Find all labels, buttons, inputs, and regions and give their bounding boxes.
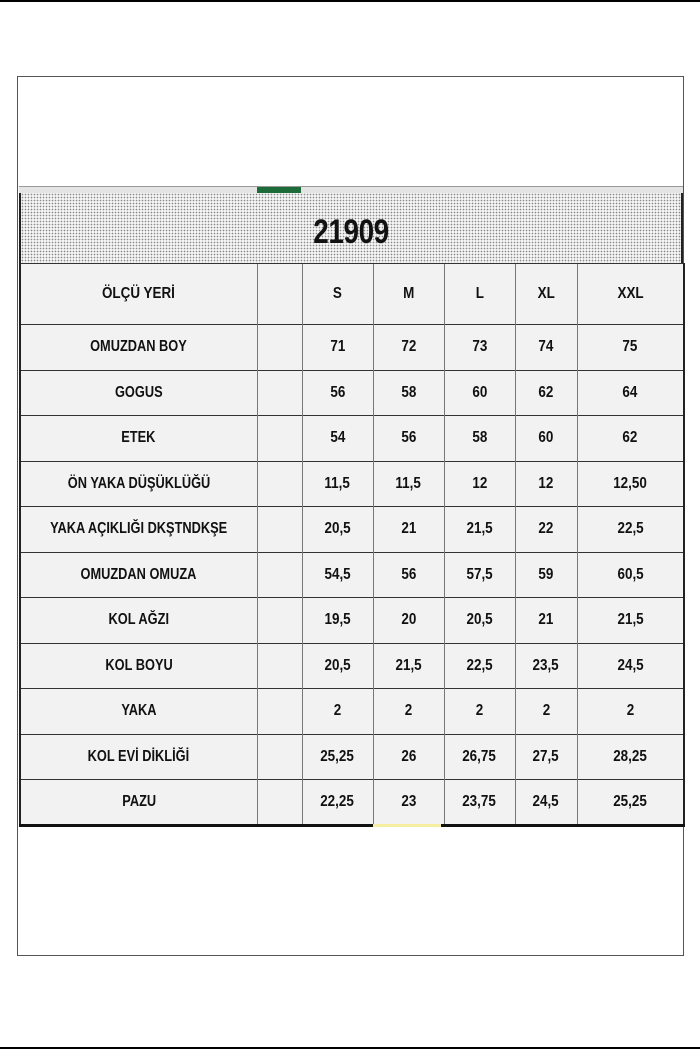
size-value: 62 [538,383,554,401]
size-value: 22,5 [466,656,493,674]
table-row [20,734,684,780]
size-value-cell [373,643,444,689]
measurement-label: ÖN YAKA DÜŞÜKLÜĞÜ [67,474,210,492]
size-value: 2 [333,702,342,720]
table-row [20,780,684,826]
size-value: 20,5 [466,611,493,629]
product-code-banner [19,193,683,263]
measurement-label-cell [20,689,257,735]
header-row [20,264,684,325]
column-header-measurement [20,264,257,325]
size-value: 2 [475,702,484,720]
blank-cell [257,734,302,780]
column-header-text: XXL [617,285,644,302]
table-row [20,689,684,735]
size-value-cell [577,370,684,416]
size-value-cell [577,461,684,507]
size-value-cell [577,325,684,371]
size-value: 27,5 [532,747,560,765]
measurement-label: YAKA [121,702,157,720]
size-value: 62 [622,429,638,447]
size-value: 75 [622,338,638,356]
size-value: 20,5 [324,656,351,674]
size-value: 21,5 [466,520,493,538]
size-value: 72 [401,338,416,356]
column-header-blank [257,264,302,325]
measurement-label: ETEK [121,429,156,447]
size-value-cell [577,643,684,689]
size-value-cell [577,507,684,553]
size-value-cell [515,416,577,462]
size-value: 54 [330,429,345,447]
size-chart-table [19,263,685,827]
size-value-cell [373,461,444,507]
table-row [20,325,684,371]
size-value: 2 [542,702,550,720]
size-value-cell [515,689,577,735]
size-value-cell [444,598,515,644]
size-value-cell [444,552,515,598]
size-value: 23 [401,792,416,810]
size-value-cell [515,552,577,598]
size-value-cell [515,643,577,689]
blank-cell [257,552,302,598]
size-value-cell [373,325,444,371]
size-value-cell [302,552,373,598]
size-value-cell [302,598,373,644]
size-value: 21,5 [395,656,422,674]
measurement-label-cell [20,734,257,780]
size-value: 56 [401,565,416,583]
size-value-cell [444,780,515,826]
measurement-label: YAKA AÇIKLIĞI DKŞTNDKŞE [50,520,228,538]
size-value-cell [373,734,444,780]
blank-cell [257,325,302,371]
size-value: 20,5 [324,520,351,538]
size-value-cell [577,416,684,462]
size-value-cell [373,780,444,826]
size-value-cell [373,370,444,416]
size-value-cell [373,552,444,598]
size-value-cell [577,598,684,644]
size-value-cell [515,370,577,416]
size-value: 73 [472,338,487,356]
size-value: 21 [401,520,416,538]
measurement-label-cell [20,461,257,507]
size-value: 2 [626,702,634,720]
blank-cell [257,643,302,689]
size-value-cell [373,416,444,462]
measurement-label-cell [20,370,257,416]
measurement-label-cell [20,780,257,826]
size-value-cell [577,734,684,780]
size-value: 54,5 [324,565,351,583]
size-value-cell [373,507,444,553]
size-value: 21 [538,611,554,629]
size-value: 11,5 [324,474,351,492]
table-row [20,598,684,644]
size-value-cell [577,552,684,598]
size-value-cell [444,461,515,507]
size-value-cell [302,780,373,826]
size-value-cell [444,689,515,735]
size-value: 24,5 [532,792,560,810]
measurement-label-cell [20,507,257,553]
table-row [20,643,684,689]
bottom-border-line [0,1047,700,1049]
size-value: 56 [401,429,416,447]
measurement-label: PAZU [121,792,156,810]
size-value-cell [515,734,577,780]
size-value: 23,5 [532,656,560,674]
column-header-size [577,264,684,325]
size-value: 2 [404,702,413,720]
size-value: 12 [538,474,554,492]
size-value: 58 [472,429,487,447]
size-value: 25,25 [320,747,355,765]
column-header-size [302,264,373,325]
size-value: 28,25 [613,747,648,765]
table-row [20,552,684,598]
table-row [20,461,684,507]
size-value: 56 [330,383,345,401]
size-value: 22,25 [320,792,355,810]
top-border-line [0,0,700,2]
blank-cell [257,461,302,507]
size-value: 22 [538,520,554,538]
column-header-size [373,264,444,325]
size-value: 26,75 [462,747,497,765]
yellow-cell-marker [373,824,441,827]
measurement-label-cell [20,643,257,689]
size-value-cell [577,780,684,826]
blank-cell [257,370,302,416]
column-header-text: XL [537,285,555,302]
measurement-label-cell [20,552,257,598]
size-value: 60 [472,383,487,401]
measurement-label-cell [20,325,257,371]
size-value: 11,5 [395,474,422,492]
size-value: 12,50 [613,474,648,492]
table-row [20,370,684,416]
size-value-cell [302,734,373,780]
size-value: 57,5 [466,565,493,583]
measurement-label: OMUZDAN BOY [90,338,188,356]
table-row [20,507,684,553]
size-value: 71 [330,338,345,356]
measurement-label-cell [20,416,257,462]
size-value: 60,5 [617,565,644,583]
column-header-text: L [475,285,484,302]
size-value: 26 [401,747,416,765]
size-value: 24,5 [617,656,644,674]
size-value-cell [302,370,373,416]
table-row [20,416,684,462]
size-value-cell [444,643,515,689]
measurement-label: KOL AĞZI [108,611,169,629]
size-value-cell [302,461,373,507]
size-value: 59 [538,565,554,583]
size-value-cell [515,507,577,553]
size-value-cell [444,734,515,780]
blank-cell [257,780,302,826]
size-value-cell [302,416,373,462]
size-value-cell [444,416,515,462]
measurement-label: GOGUS [114,383,163,401]
measurement-label: OMUZDAN OMUZA [80,565,197,583]
size-value-cell [515,780,577,826]
size-value-cell [373,598,444,644]
size-value-cell [302,325,373,371]
measurement-label: KOL BOYU [105,656,173,674]
blank-cell [257,416,302,462]
size-value: 22,5 [617,520,644,538]
size-value: 25,25 [613,792,648,810]
size-value-cell [577,689,684,735]
size-value: 23,75 [462,792,497,810]
size-value-cell [515,461,577,507]
size-value: 74 [538,338,554,356]
size-value: 12 [472,474,487,492]
blank-cell [257,507,302,553]
blank-cell [257,689,302,735]
column-header-size [515,264,577,325]
column-header-size [444,264,515,325]
size-value-cell [302,689,373,735]
column-header-text: M [402,285,415,302]
product-code: 21909 [313,212,389,251]
size-value-cell [302,643,373,689]
size-value: 58 [401,383,416,401]
size-value-cell [444,370,515,416]
column-header-text: ÖLÇÜ YERİ [102,285,176,302]
size-value: 64 [622,383,638,401]
blank-cell [257,598,302,644]
size-value: 20 [401,611,416,629]
size-value-cell [373,689,444,735]
column-header-text: S [333,285,342,302]
size-value-cell [444,507,515,553]
measurement-label-cell [20,598,257,644]
size-value: 21,5 [617,611,644,629]
size-value-cell [515,598,577,644]
size-value-cell [302,507,373,553]
size-value: 60 [538,429,554,447]
size-value-cell [515,325,577,371]
size-value-cell [444,325,515,371]
measurement-label: KOL EVİ DİKLİĞİ [88,747,190,765]
size-value: 19,5 [324,611,351,629]
